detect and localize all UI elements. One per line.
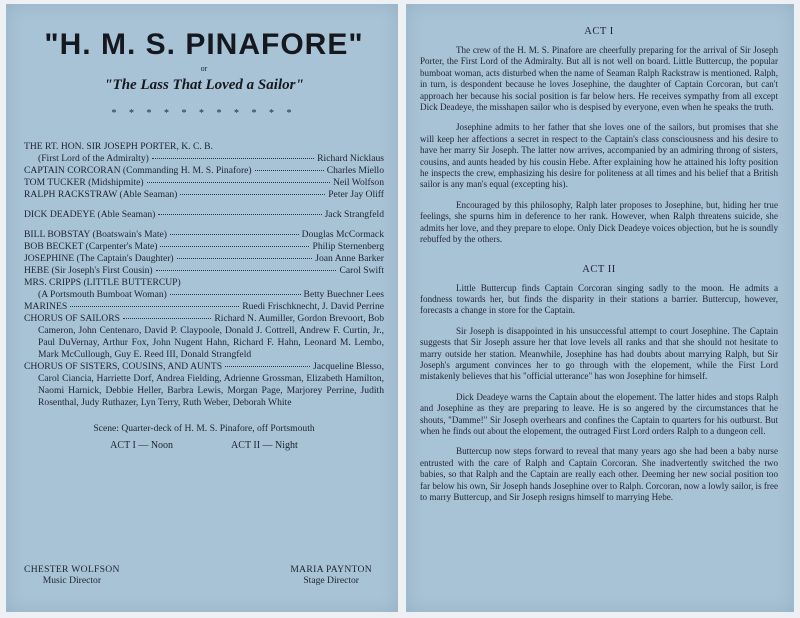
act-two-time: ACT II — Night <box>231 440 298 451</box>
cast-role: DICK DEADEYE (Able Seaman) <box>24 209 156 220</box>
cast-entry <box>24 253 384 265</box>
chorus-sailors <box>24 313 384 361</box>
cast-entry <box>24 277 384 301</box>
act-one-heading: ACT I <box>584 26 614 37</box>
program-title: "H. M. S. PINAFORE" <box>44 28 364 61</box>
cast-entry <box>24 229 384 241</box>
music-director-title: Music Director <box>42 575 102 586</box>
synopsis-paragraph: Encouraged by this philosophy, Ralph later proposes to Josephine, but, hiding her true feelings, she spurns him in deference to her rank. However, when Ralph threatens suicide, she admits her love, and they prepare to elope. Only Dick Deadeye voices objection, but he is soundly rebuffed by the others. <box>420 199 778 245</box>
music-director-credit <box>24 564 120 586</box>
chorus-names: Cameron, John Centenaro, David P. Claypoole, Donald J. Cottrell, Andrew F. Curtin, Jr., Paul DuVernay, Arthur Fox, John Nugent Hahn, Richard F. Hahn, Leonard M. Lembo, Mark McCullough, Guy E. Reed III, Donald Strangfeld <box>38 325 384 360</box>
cast-actor: Neil Wolfson <box>332 177 384 188</box>
cast-actor: Charles Miello <box>326 165 384 176</box>
chorus-sisters <box>24 361 384 409</box>
cast-actor: Philip Sternenberg <box>312 241 384 252</box>
cast-actor: Richard Nicklaus <box>317 153 384 164</box>
synopsis-paragraph: Little Buttercup finds Captain Corcoran singing sadly to the moon. He admits a fondness towards her, but finds the disparity in their stations a barrier. Buttercup, however, forecasts a change in store for the Captain. <box>420 282 778 316</box>
chorus-label: CHORUS OF SAILORS <box>24 313 120 324</box>
cast-role-note: (First Lord of the Admiralty) <box>38 153 149 164</box>
cast-actor: Jack Strangfeld <box>324 209 384 220</box>
stage-director-credit <box>290 564 372 586</box>
chorus-first-names: Richard N. Aumiller, Gordon Brevoort, Bob <box>214 313 384 324</box>
cast-actor: Ruedi Frischknecht, J. David Perrine <box>242 301 384 312</box>
act-two-heading: ACT II <box>582 263 616 275</box>
cast-page <box>6 4 398 612</box>
synopsis-page <box>406 4 794 612</box>
chorus-label: CHORUS OF SISTERS, COUSINS, AND AUNTS <box>24 361 223 372</box>
cast-role: CAPTAIN CORCORAN (Commanding H. M. S. Pinafore) <box>24 165 252 176</box>
cast-role: MRS. CRIPPS (LITTLE BUTTERCUP) <box>24 277 181 288</box>
star-divider: * * * * * * * * * * * <box>111 108 297 119</box>
cast-actor: Joan Anne Barker <box>315 253 384 264</box>
cast-role: BOB BECKET (Carpenter's Mate) <box>24 241 158 252</box>
cast-actor: Betty Buechner Lees <box>303 289 384 300</box>
cast-role-note: (A Portsmouth Bumboat Woman) <box>38 289 167 300</box>
chorus-first-names: Jacqueline Blesso, <box>313 361 384 372</box>
cast-role: HEBE (Sir Joseph's First Cousin) <box>24 265 153 276</box>
cast-actor: Douglas McCormack <box>301 229 384 240</box>
chorus-names: Carol Ciancia, Harriette Dorf, Andrea Fielding, Adrienne Grossman, Elizabeth Hamilton, Naomi Harnick, Debbie Heller, Barbra Lewis, Morgan Page, Marjorey Perrine, Judith Rosenthal, Judy Ruthazer, Lyn Terry, Ruth Weber, Deborah White <box>38 373 384 408</box>
cast-entry <box>24 209 384 221</box>
cast-role: THE RT. HON. SIR JOSEPH PORTER, K. C. B. <box>24 141 213 152</box>
cast-role: MARINES <box>24 301 68 312</box>
cast-role: RALPH RACKSTRAW (Able Seaman) <box>24 189 178 200</box>
or-label: or <box>200 64 208 73</box>
cast-entry <box>24 189 384 201</box>
cast-role: BILL BOBSTAY (Boatswain's Mate) <box>24 229 167 240</box>
stage-director-title: Stage Director <box>303 575 360 586</box>
cast-role: JOSEPHINE (The Captain's Daughter) <box>24 253 174 264</box>
cast-role: TOM TUCKER (Midshipmite) <box>24 177 144 188</box>
credits <box>24 564 372 586</box>
synopsis-paragraph: Sir Joseph is disappointed in his unsuccessful attempt to court Josephine. The Captain suggests that Sir Joseph assure her that love levels all ranks and that she should not hesitate to marry outside her station. Meanwhile, Josephine has had doubts about marrying Ralph, but Sir Joseph's argument convinces her to go through with the elopement, while the First Lord mistakenly believes that his "official utterance" has won Josephine for himself. <box>420 325 778 382</box>
cast-actor: Peter Jay Oliff <box>328 189 384 200</box>
scene-description: Scene: Quarter-deck of H. M. S. Pinafore, off Portsmouth <box>93 423 315 434</box>
music-director-name: CHESTER WOLFSON <box>24 564 120 575</box>
synopsis-paragraph: Dick Deadeye warns the Captain about the elopement. The latter hides and stops Ralph and Josephine as they are preparing to leave. He is so angered by the circumstances that he shouts, "Damme!" Sir Joseph overhears and confines the Captain to quarters for his outburst. But when he finds out about the elopement, the outraged First Lord orders Ralph to a dungeon cell. <box>420 391 778 436</box>
cast-entry <box>24 165 384 177</box>
cast-actor: Carol Swift <box>339 265 384 276</box>
act-one-time: ACT I — Noon <box>110 440 174 451</box>
cast-list <box>24 141 384 409</box>
program-subtitle: "The Lass That Loved a Sailor" <box>104 77 304 93</box>
act-times <box>24 440 384 451</box>
cast-entry <box>24 265 384 277</box>
stage-director-name: MARIA PAYNTON <box>290 564 372 575</box>
cast-entry <box>24 141 384 165</box>
cast-entry <box>24 301 384 313</box>
cast-entry <box>24 241 384 253</box>
synopsis-paragraph: Josephine admits to her father that she loves one of the sailors, but promises that she will keep her affections a secret in respect to the Captain's class consciousness and his desire to have her marry Sir Joseph. The latter now arrives, accompanied by an admiring throng of sisters, cousins, and aunts headed by his cousin Hebe. After explaining how he attained his lofty position he inspects the crew, emphasizing his desire for politeness at all times and his belief that a British sailor is any man's equal (excepting his). <box>420 122 778 190</box>
synopsis-paragraph: Buttercup now steps forward to reveal that many years ago she had been a baby nurse entrusted with the care of Ralph and Captain Corcoran. She inadvertently switched the two babies, so that Ralph and the Captain are really each other. Deeming her new social position too far below his own, Sir Joseph hands Josephine over to Ralph. Corcoran, now a lowly sailor, is free to marry Buttercup, and Sir Joseph resigns himself to marrying Hebe. <box>420 446 779 502</box>
synopsis-paragraph: The crew of the H. M. S. Pinafore are cheerfully preparing for the arrival of Sir Joseph Porter, the First Lord of the Admiralty. But all is not well on board. Little Buttercup, the popular bumboat woman, acts disturbed when the name of Seaman Ralph Rackstraw is mentioned. Ralph, in turn, is despondent because he loves Josephine, the daughter of Captain Corcoran, but can't approach her because his social position is far below hers. He receives sympathy from all except Dick Deadeye, the misshapen sailor who is despised by everyone, even when he speaks the truth. <box>420 45 778 113</box>
cast-entry <box>24 177 384 189</box>
program-spread <box>6 4 794 612</box>
